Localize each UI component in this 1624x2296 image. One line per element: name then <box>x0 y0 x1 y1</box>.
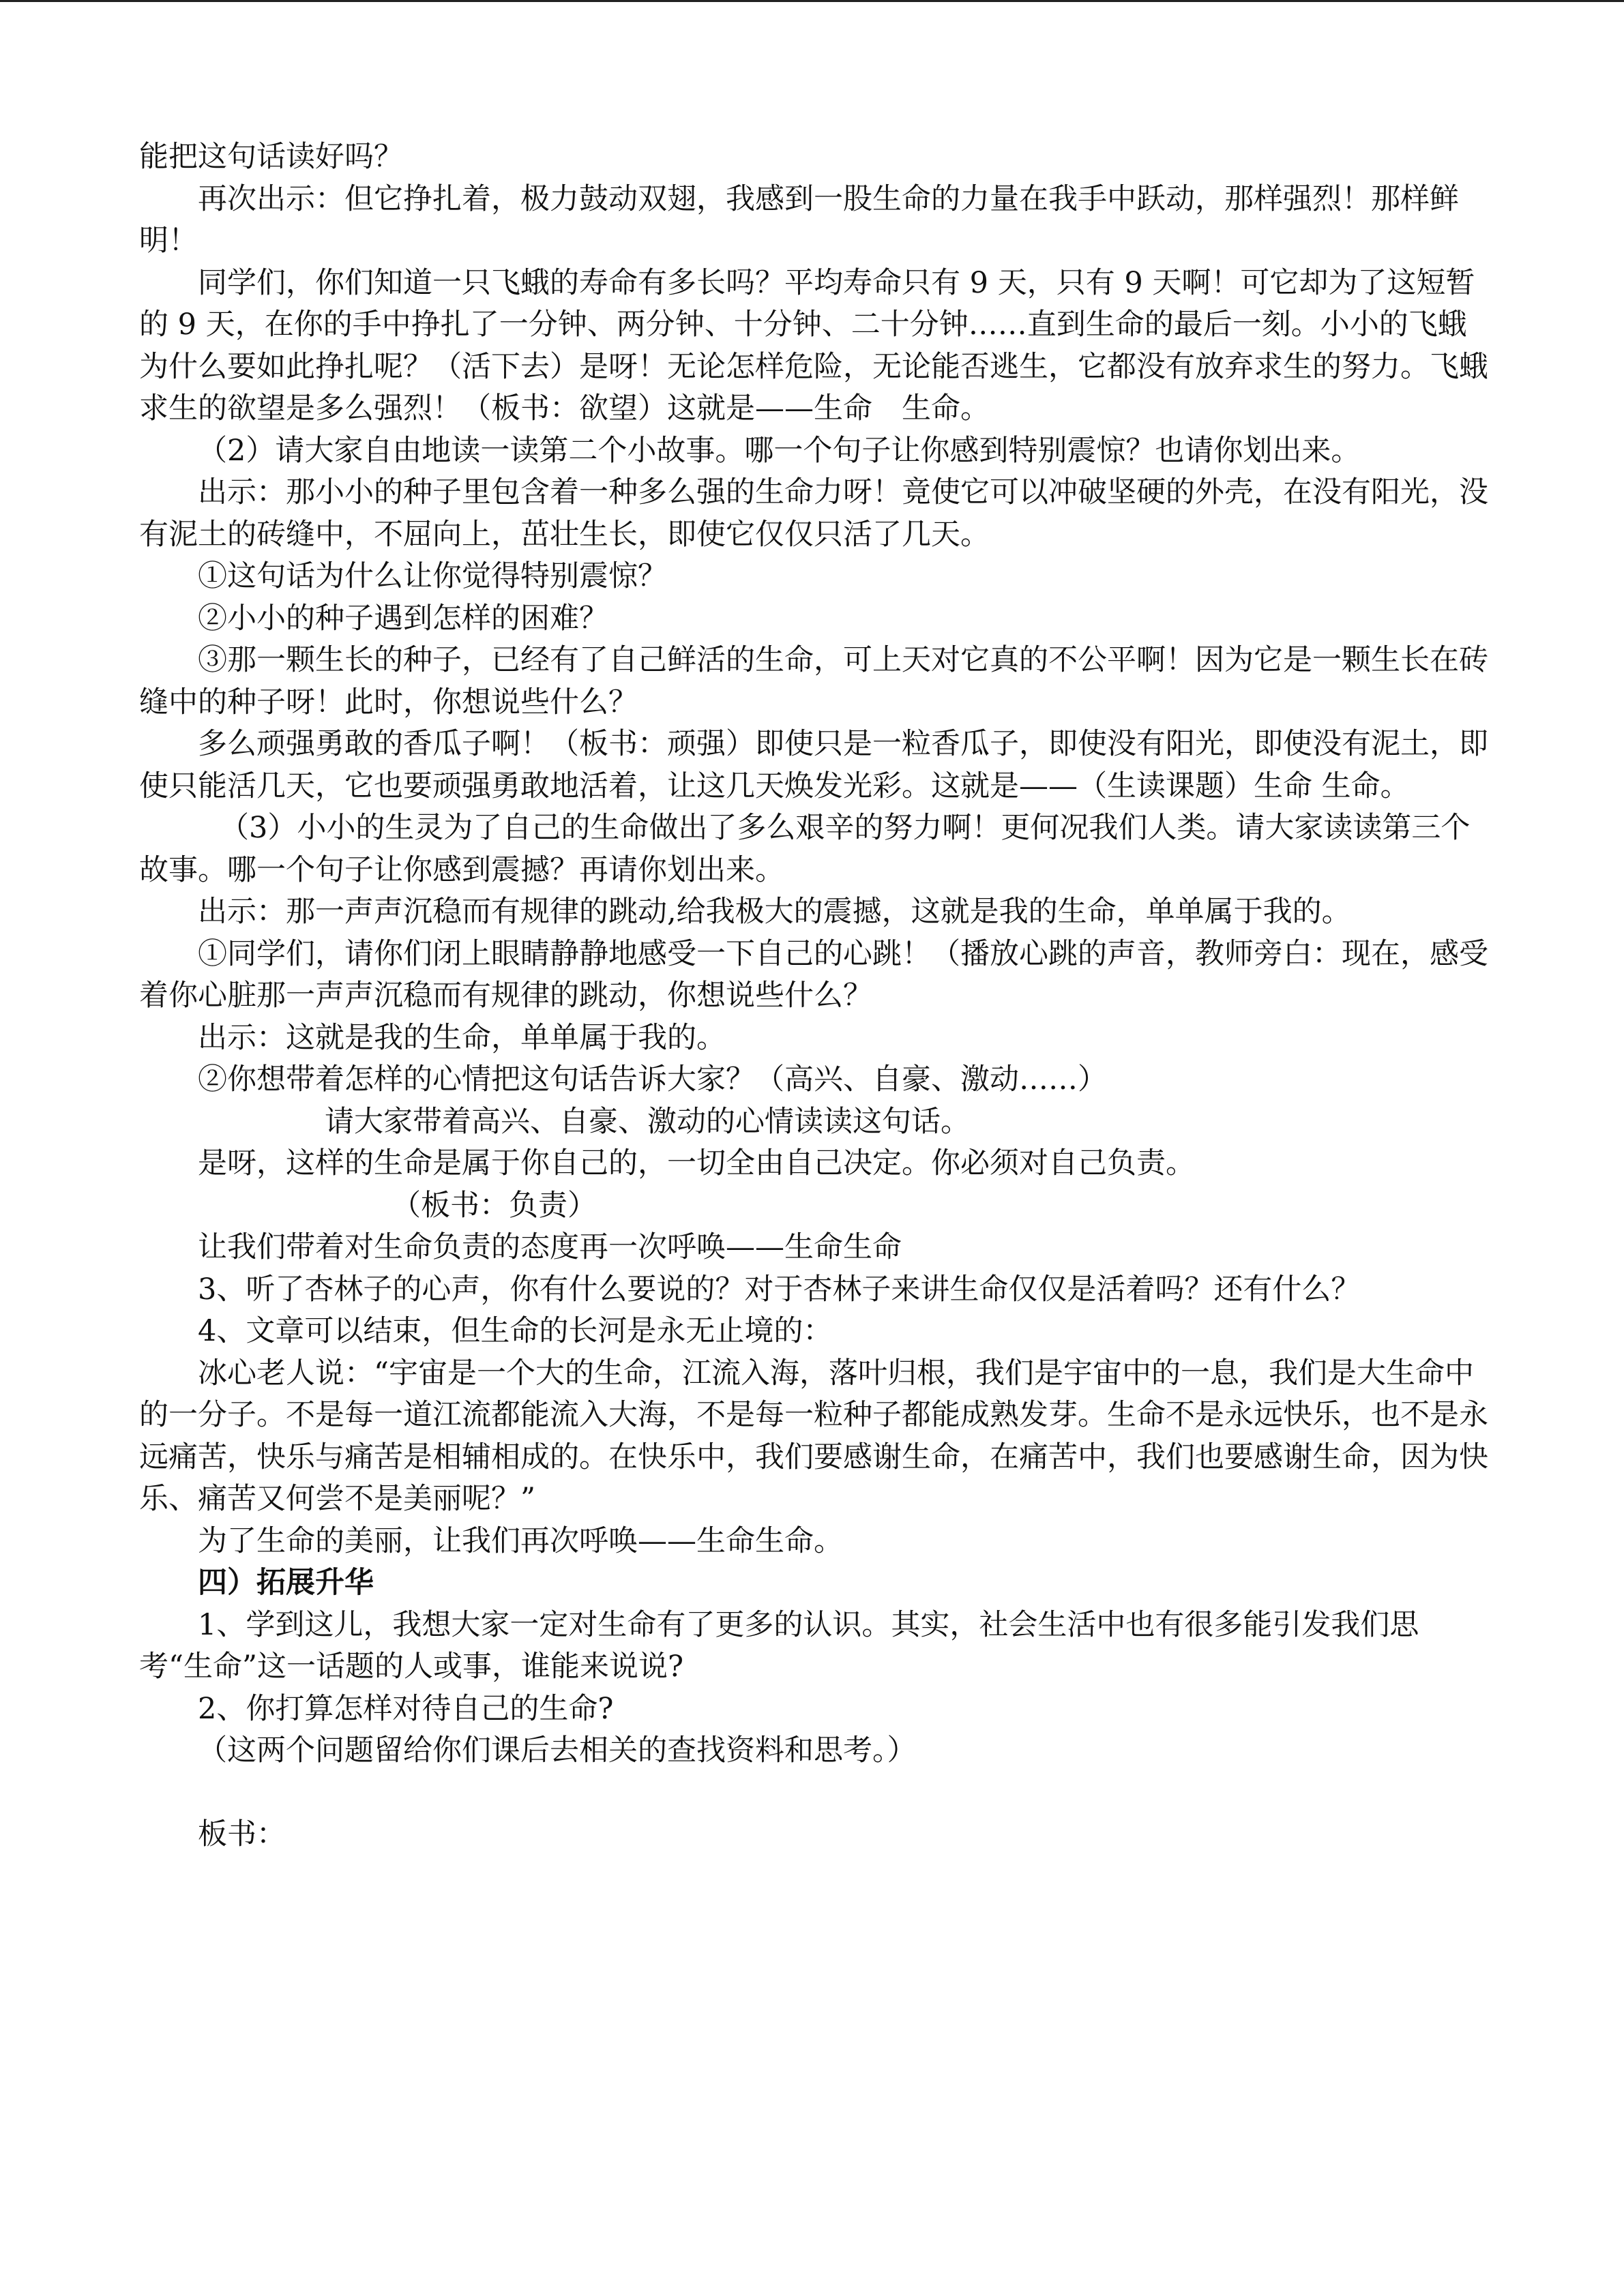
paragraph: 1、学到这儿，我想大家一定对生命有了更多的认识。其实，社会生活中也有很多能引发我们思考“生命”这一话题的人或事，谁能来说说? <box>139 1607 1419 1684</box>
paragraph: 让我们带着对生命负责的态度再一次呼唤——生命生命 <box>198 1230 902 1264</box>
paragraph: ③那一颗生长的种子，已经有了自己鲜活的生命，可上天对它真的不公平啊！因为它是一颗生长在砖缝中的种子呀！此时，你想说些什么？ <box>139 643 1488 719</box>
paragraph: ②小小的种子遇到怎样的困难？ <box>198 601 608 636</box>
paragraph: 请大家带着高兴、自豪、激动的心情读读这句话。 <box>325 1104 970 1139</box>
paragraph: 3、听了杏林子的心声，你有什么要说的？对于杏林子来讲生命仅仅是活着吗？还有什么？ <box>198 1272 1361 1307</box>
section-heading: 四）拓展升华 <box>198 1566 374 1600</box>
paragraph: （2）请大家自由地读一读第二个小故事。哪一个句子让你感到特别震惊？也请你划出来。 <box>198 433 1361 468</box>
paragraph: （板书：负责） <box>392 1188 597 1223</box>
paragraph: 能把这句话读好吗？ <box>139 140 403 174</box>
paragraph: 冰心老人说：“宇宙是一个大的生命，江流入海，落叶归根，我们是宇宙中的一息，我们是大生命中的一分子。不是每一道江流都能流入大海，不是每一粒种子都能成熟发芽。生命不是永远快乐，也不是永远痛苦，快乐与痛苦是相辅相成的。在快乐中，我们要感谢生命，在痛苦中，我们也要感谢生命，因为快乐、痛苦又何尝不是美丽呢？” <box>139 1356 1488 1516</box>
paragraph: 多么顽强勇敢的香瓜子啊！（板书：顽强）即使只是一粒香瓜子，即使没有阳光，即使没有泥土，即使只能活几天，它也要顽强勇敢地活着，让这几天焕发光彩。这就是——（生读课题）生命 生命。 <box>139 727 1488 803</box>
paragraph: 出示：那一声声沉稳而有规律的跳动,给我极大的震撼，这就是我的生命，单单属于我的。 <box>198 895 1351 929</box>
document-body <box>139 136 1490 1856</box>
paragraph: 同学们，你们知道一只飞蛾的寿命有多长吗？平均寿命只有 9 天，只有 9 天啊！可它却为了这短暂的 9 天，在你的手中挣扎了一分钟、两分钟、十分钟、二十分钟……直到生命的最后一刻。小小的飞蛾为什么要如此挣扎呢？（活下去）是呀！无论怎样危险，无论能否逃生，它都没有放弃求生的努力。飞蛾求生的欲望是多么强烈！（板书：欲望）这就是——生命 生命。 <box>139 265 1488 426</box>
paragraph: 出示：那小小的种子里包含着一种多么强的生命力呀！竟使它可以冲破坚硬的外壳，在没有阳光，没有泥土的砖缝中，不屈向上，茁壮生长，即使它仅仅只活了几天。 <box>139 475 1488 552</box>
page-top-border <box>0 0 1624 2</box>
paragraph: 是呀，这样的生命是属于你自己的，一切全由自己决定。你必须对自己负责。 <box>198 1146 1195 1180</box>
paragraph: 2、你打算怎样对待自己的生命? <box>198 1691 614 1726</box>
blank-line <box>139 1772 1490 1815</box>
paragraph: 出示：这就是我的生命，单单属于我的。 <box>198 1020 726 1055</box>
paragraph: 再次出示：但它挣扎着，极力鼓动双翅，我感到一股生命的力量在我手中跃动，那样强烈！那样鲜明！ <box>139 181 1459 258</box>
paragraph: ①这句话为什么让你觉得特别震惊？ <box>198 559 667 593</box>
paragraph: ②你想带着怎样的心情把这句话告诉大家？（高兴、自豪、激动……） <box>198 1062 1107 1097</box>
board-notes-label: 板书： <box>198 1817 286 1851</box>
paragraph: （3）小小的生灵为了自己的生命做出了多么艰辛的努力啊！更何况我们人类。请大家读读第三个故事。哪一个句子让你感到震撼？再请你划出来。 <box>139 811 1471 887</box>
paragraph: （这两个问题留给你们课后去相关的查找资料和思考。） <box>198 1733 917 1768</box>
paragraph: ①同学们，请你们闭上眼睛静静地感受一下自己的心跳！（播放心跳的声音，教师旁白：现在，感受着你心脏那一声声沉稳而有规律的跳动，你想说些什么？ <box>139 936 1488 1013</box>
paragraph: 为了生命的美丽，让我们再次呼唤——生命生命。 <box>198 1523 843 1558</box>
paragraph: 4、文章可以结束，但生命的长河是永无止境的： <box>198 1314 833 1348</box>
